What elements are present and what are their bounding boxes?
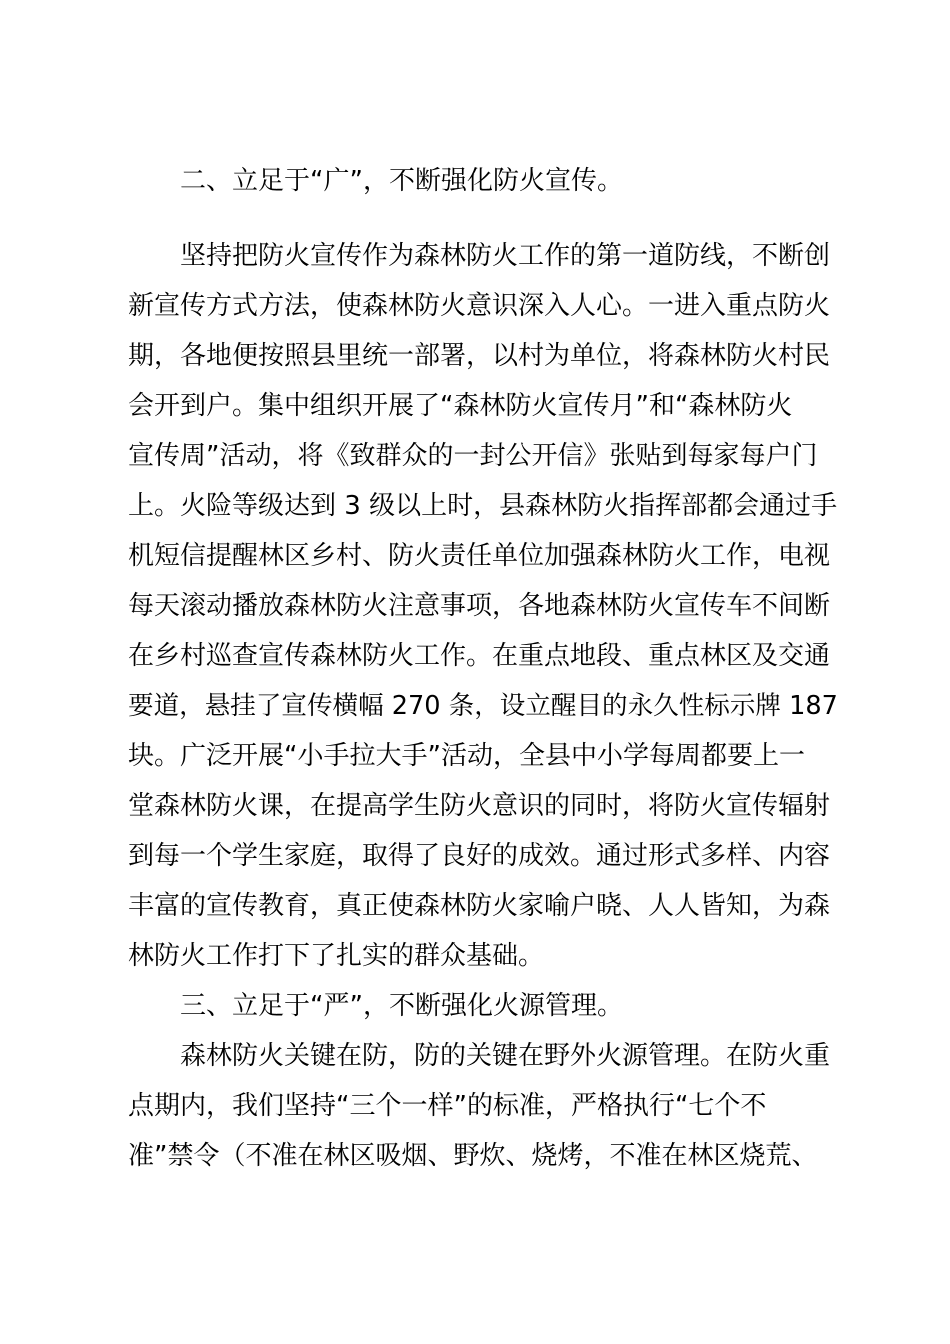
paragraph-line: 上。火险等级达到 3 级以上时，县森林防火指挥部都会通过手 xyxy=(128,491,838,521)
section-heading-three: 三、立足于“严”，不断强化火源管理。 xyxy=(180,991,623,1021)
paragraph-line: 坚持把防火宣传作为森林防火工作的第一道防线，不断创 xyxy=(180,241,831,271)
paragraph-line: 期，各地便按照县里统一部署，以村为单位，将森林防火村民 xyxy=(128,341,831,371)
paragraph-line: 每天滚动播放森林防火注意事项，各地森林防火宣传车不间断 xyxy=(128,591,831,621)
paragraph-line: 点期内，我们坚持“三个一样”的标准，严格执行“七个不 xyxy=(128,1091,767,1121)
paragraph-line: 宣传周”活动，将《致群众的一封公开信》张贴到每家每户门 xyxy=(128,441,818,471)
paragraph-line: 块。广泛开展“小手拉大手”活动，全县中小学每周都要上一 xyxy=(128,741,805,771)
paragraph-line: 准”禁令（不准在林区吸烟、野炊、烧烤，不准在林区烧荒、 xyxy=(128,1141,818,1171)
paragraph-line: 森林防火关键在防，防的关键在野外火源管理。在防火重 xyxy=(180,1041,831,1071)
section-heading-two: 二、立足于“广”，不断强化防火宣传。 xyxy=(180,166,623,196)
paragraph-line: 要道，悬挂了宣传横幅 270 条，设立醒目的永久性标示牌 187 xyxy=(128,691,838,721)
paragraph-line: 在乡村巡查宣传森林防火工作。在重点地段、重点林区及交通 xyxy=(128,641,831,671)
paragraph-line: 林防火工作打下了扎实的群众基础。 xyxy=(128,941,545,971)
paragraph-line: 丰富的宣传教育，真正使森林防火家喻户晓、人人皆知，为森 xyxy=(128,891,831,921)
paragraph-line: 到每一个学生家庭，取得了良好的成效。通过形式多样、内容 xyxy=(128,841,831,871)
paragraph-line: 机短信提醒林区乡村、防火责任单位加强森林防火工作，电视 xyxy=(128,541,831,571)
paragraph-line: 新宣传方式方法，使森林防火意识深入人心。一进入重点防火 xyxy=(128,291,831,321)
paragraph-line: 堂森林防火课，在提高学生防火意识的同时，将防火宣传辐射 xyxy=(128,791,831,821)
paragraph-line: 会开到户。集中组织开展了“森林防火宣传月”和“森林防火 xyxy=(128,391,793,421)
